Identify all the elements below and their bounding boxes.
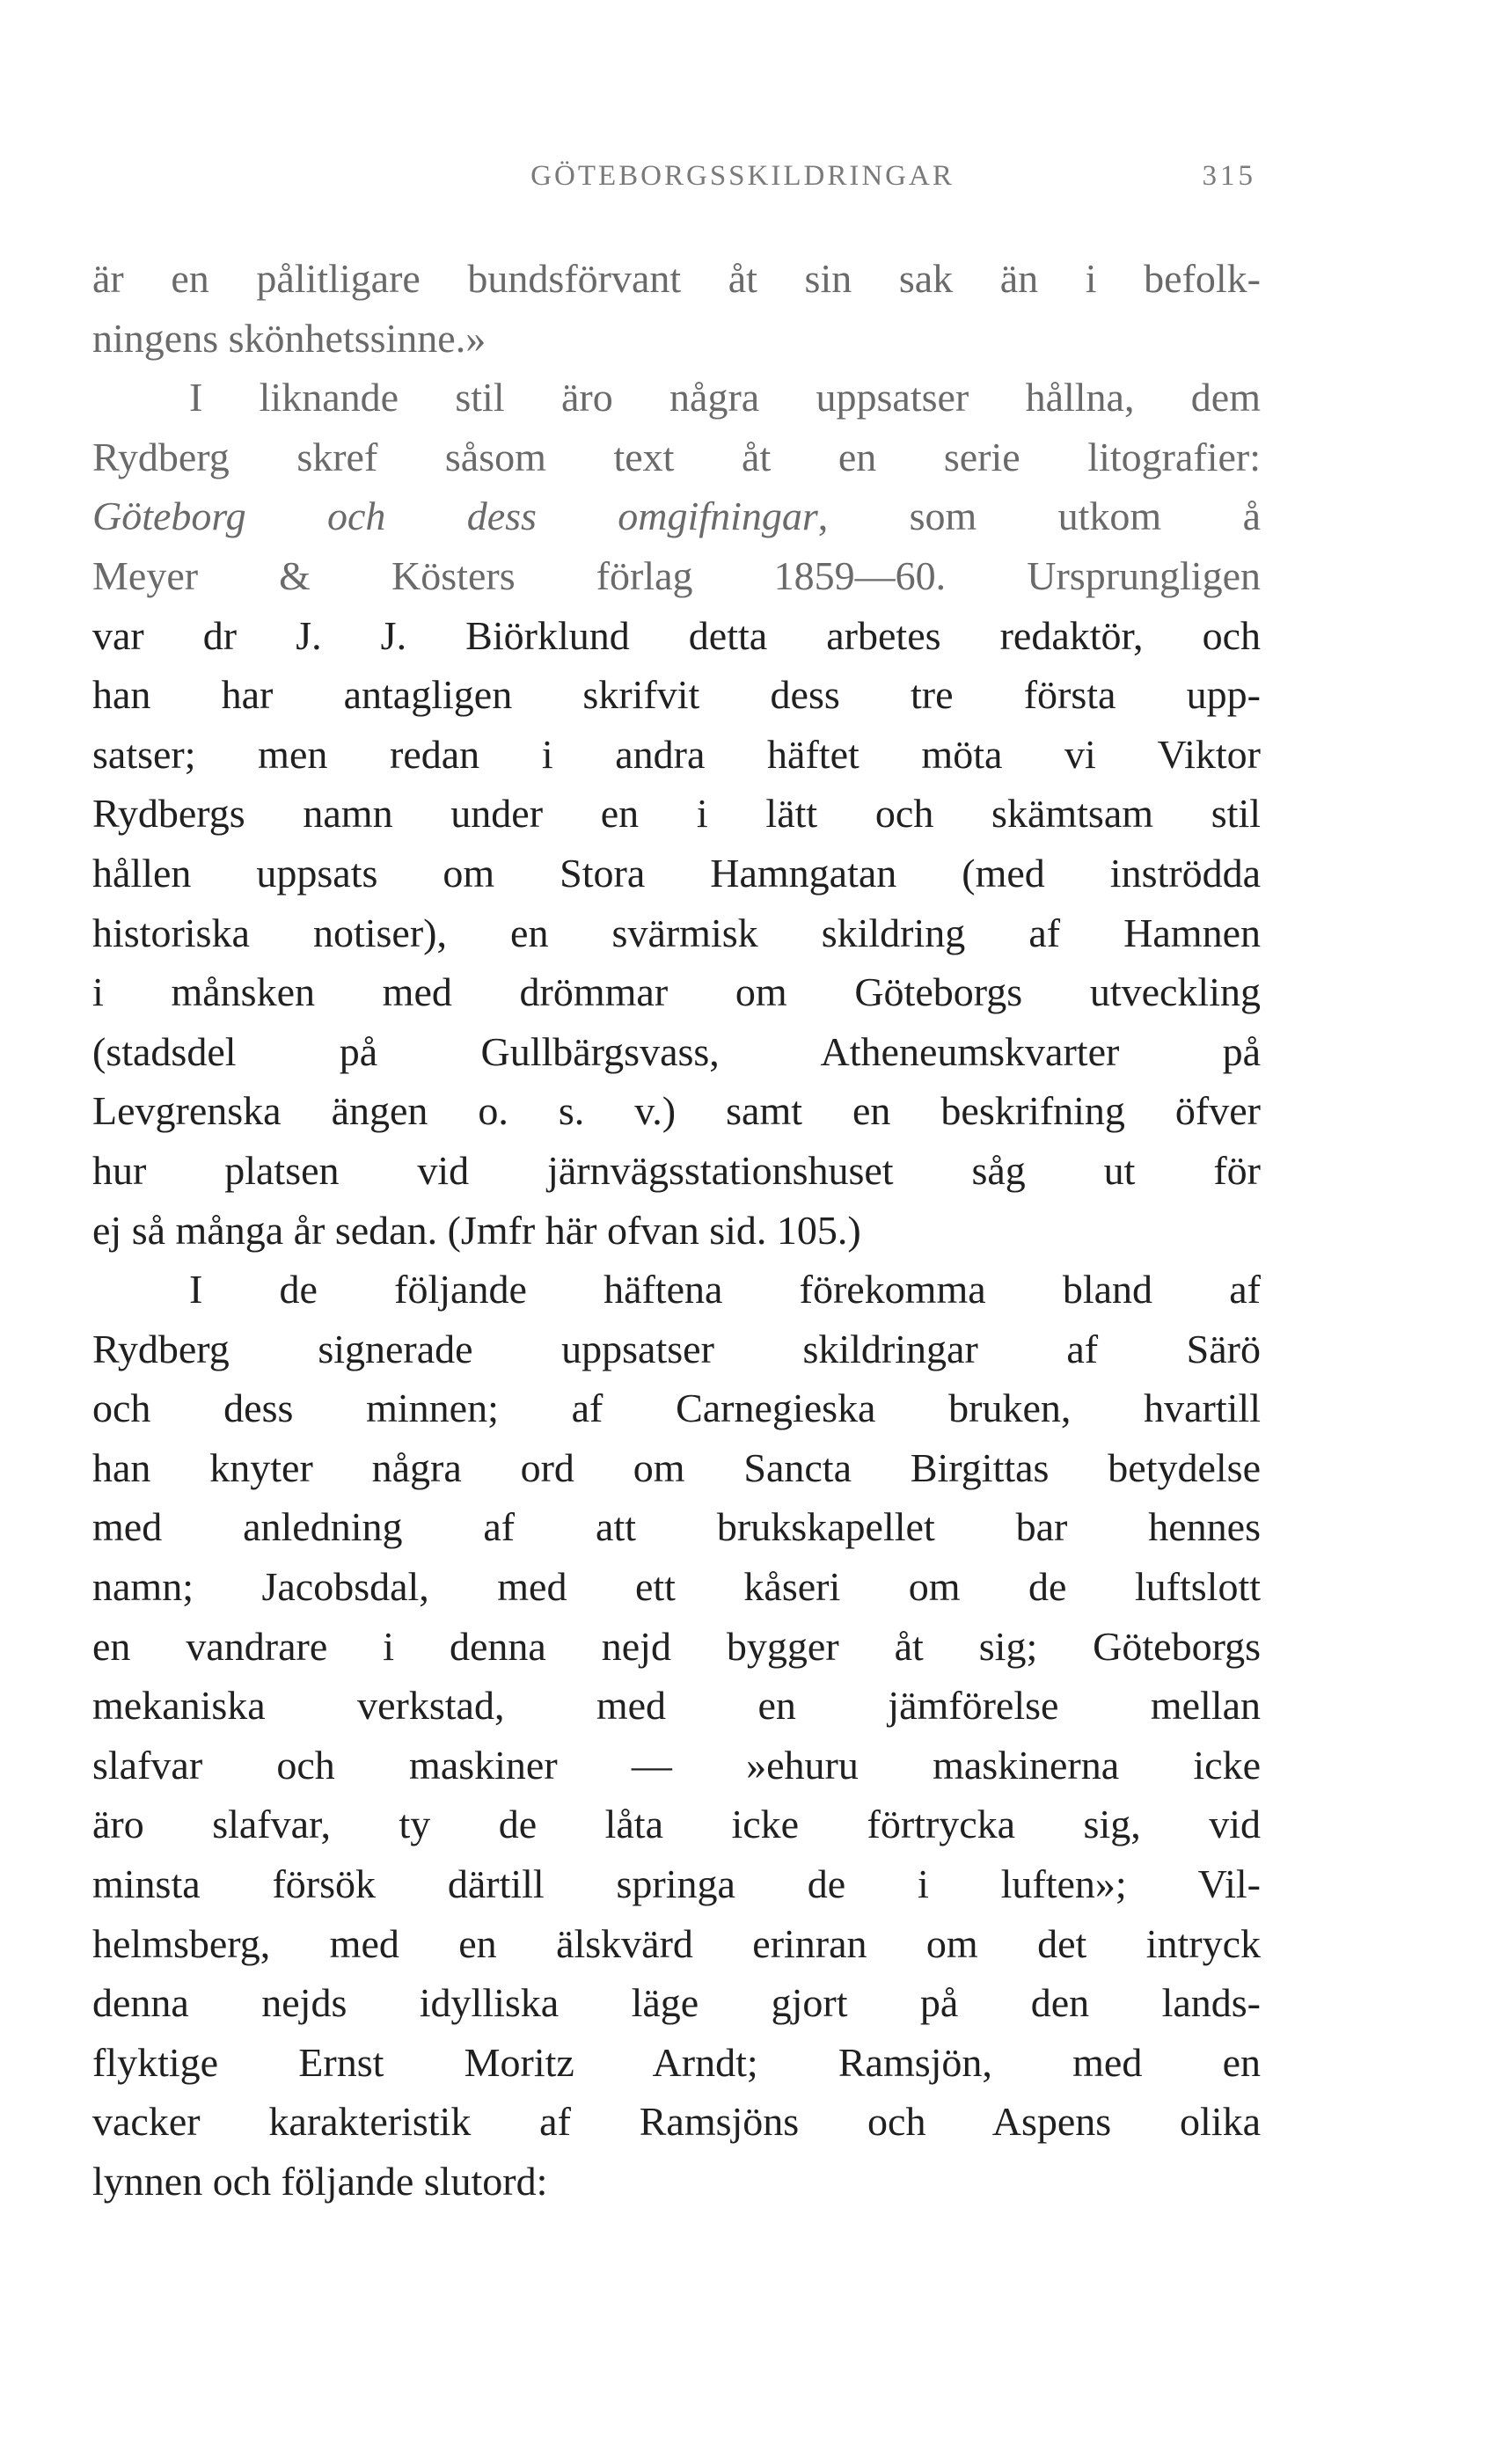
text-line: slafvar och maskiner — »ehuru maskinerna icke xyxy=(92,1742,1261,1788)
text-line: är en pålitligare bundsförvant åt sin sak än i befolk- xyxy=(92,256,1261,301)
book-title: Göteborg och dess omgifningar xyxy=(92,494,818,539)
text-line: var dr J. J. Biörklund detta arbetes redaktör, och xyxy=(92,612,1261,658)
text-line: namn; Jacobsdal, med ett kåseri om de luftslott xyxy=(92,1564,1261,1610)
text-line: ningens skönhetssinne.» xyxy=(92,315,486,361)
text-line: vacker karakteristik af Ramsjöns och Aspens olika xyxy=(92,2099,1261,2145)
running-title: GÖTEBORGSSKILDRINGAR xyxy=(530,160,955,192)
text-line: Levgrenska ängen o. s. v.) samt en beskrifning öfver xyxy=(92,1088,1261,1134)
text-line: historiska notiser), en svärmisk skildring af Hamnen xyxy=(92,910,1261,955)
text-line: denna nejds idylliska läge gjort på den lands- xyxy=(92,1980,1261,2026)
text-line: han knyter några ord om Sancta Birgittas betydelse xyxy=(92,1444,1261,1490)
running-head xyxy=(0,160,1485,204)
text-line: satser; men redan i andra häftet möta vi Viktor xyxy=(92,731,1261,777)
paragraph-first-line: I de följande häftena förekomma bland af xyxy=(189,1267,1261,1312)
text-line: äro slafvar, ty de låta icke förtrycka sig, vid xyxy=(92,1802,1261,1847)
page-number: 315 xyxy=(1202,160,1256,192)
text-line: ej så många år sedan. (Jmfr här ofvan sid. 105.) xyxy=(92,1207,861,1253)
text-line: mekaniska verkstad, med en jämförelse mellan xyxy=(92,1683,1261,1729)
text-line: Rydberg skref såsom text åt en serie litografier: xyxy=(92,434,1261,479)
text-line: (stadsdel på Gullbärgsvass, Atheneumskvarter på xyxy=(92,1028,1261,1074)
text-line: minsta försök därtill springa de i luften»; Vil- xyxy=(92,1861,1261,1907)
text-line: med anledning af att brukskapellet bar hennes xyxy=(92,1504,1261,1550)
text-line: Rydberg signerade uppsatser skildringar af Särö xyxy=(92,1326,1261,1371)
text-line: han har antagligen skrifvit dess tre första upp- xyxy=(92,672,1261,718)
text-line: och dess minnen; af Carnegieska bruken, hvartill xyxy=(92,1386,1261,1431)
text-line-with-title xyxy=(92,486,1261,546)
text-line: Meyer & Kösters förlag 1859—60. Ursprungligen xyxy=(92,552,1261,598)
text-line: hållen uppsats om Stora Hamngatan (med inströdda xyxy=(92,850,1261,896)
text-line: hur platsen vid järnvägsstationshuset såg ut för xyxy=(92,1147,1261,1193)
body-text xyxy=(92,249,1261,2212)
text-line: lynnen och följande slutord: xyxy=(92,2159,548,2204)
text-line-rest: , som utkom å xyxy=(817,494,1261,539)
text-line: Rydbergs namn under en i lätt och skämtsam stil xyxy=(92,791,1261,837)
paragraph-first-line: I liknande stil äro några uppsatser hållna, dem xyxy=(189,375,1261,420)
text-line: i månsken med drömmar om Göteborgs utveckling xyxy=(92,969,1261,1015)
text-line: en vandrare i denna nejd bygger åt sig; Göteborgs xyxy=(92,1623,1261,1669)
text-line: flyktige Ernst Moritz Arndt; Ramsjön, med en xyxy=(92,2039,1261,2085)
text-line: helmsberg, med en älskvärd erinran om det intryck xyxy=(92,1920,1261,1966)
